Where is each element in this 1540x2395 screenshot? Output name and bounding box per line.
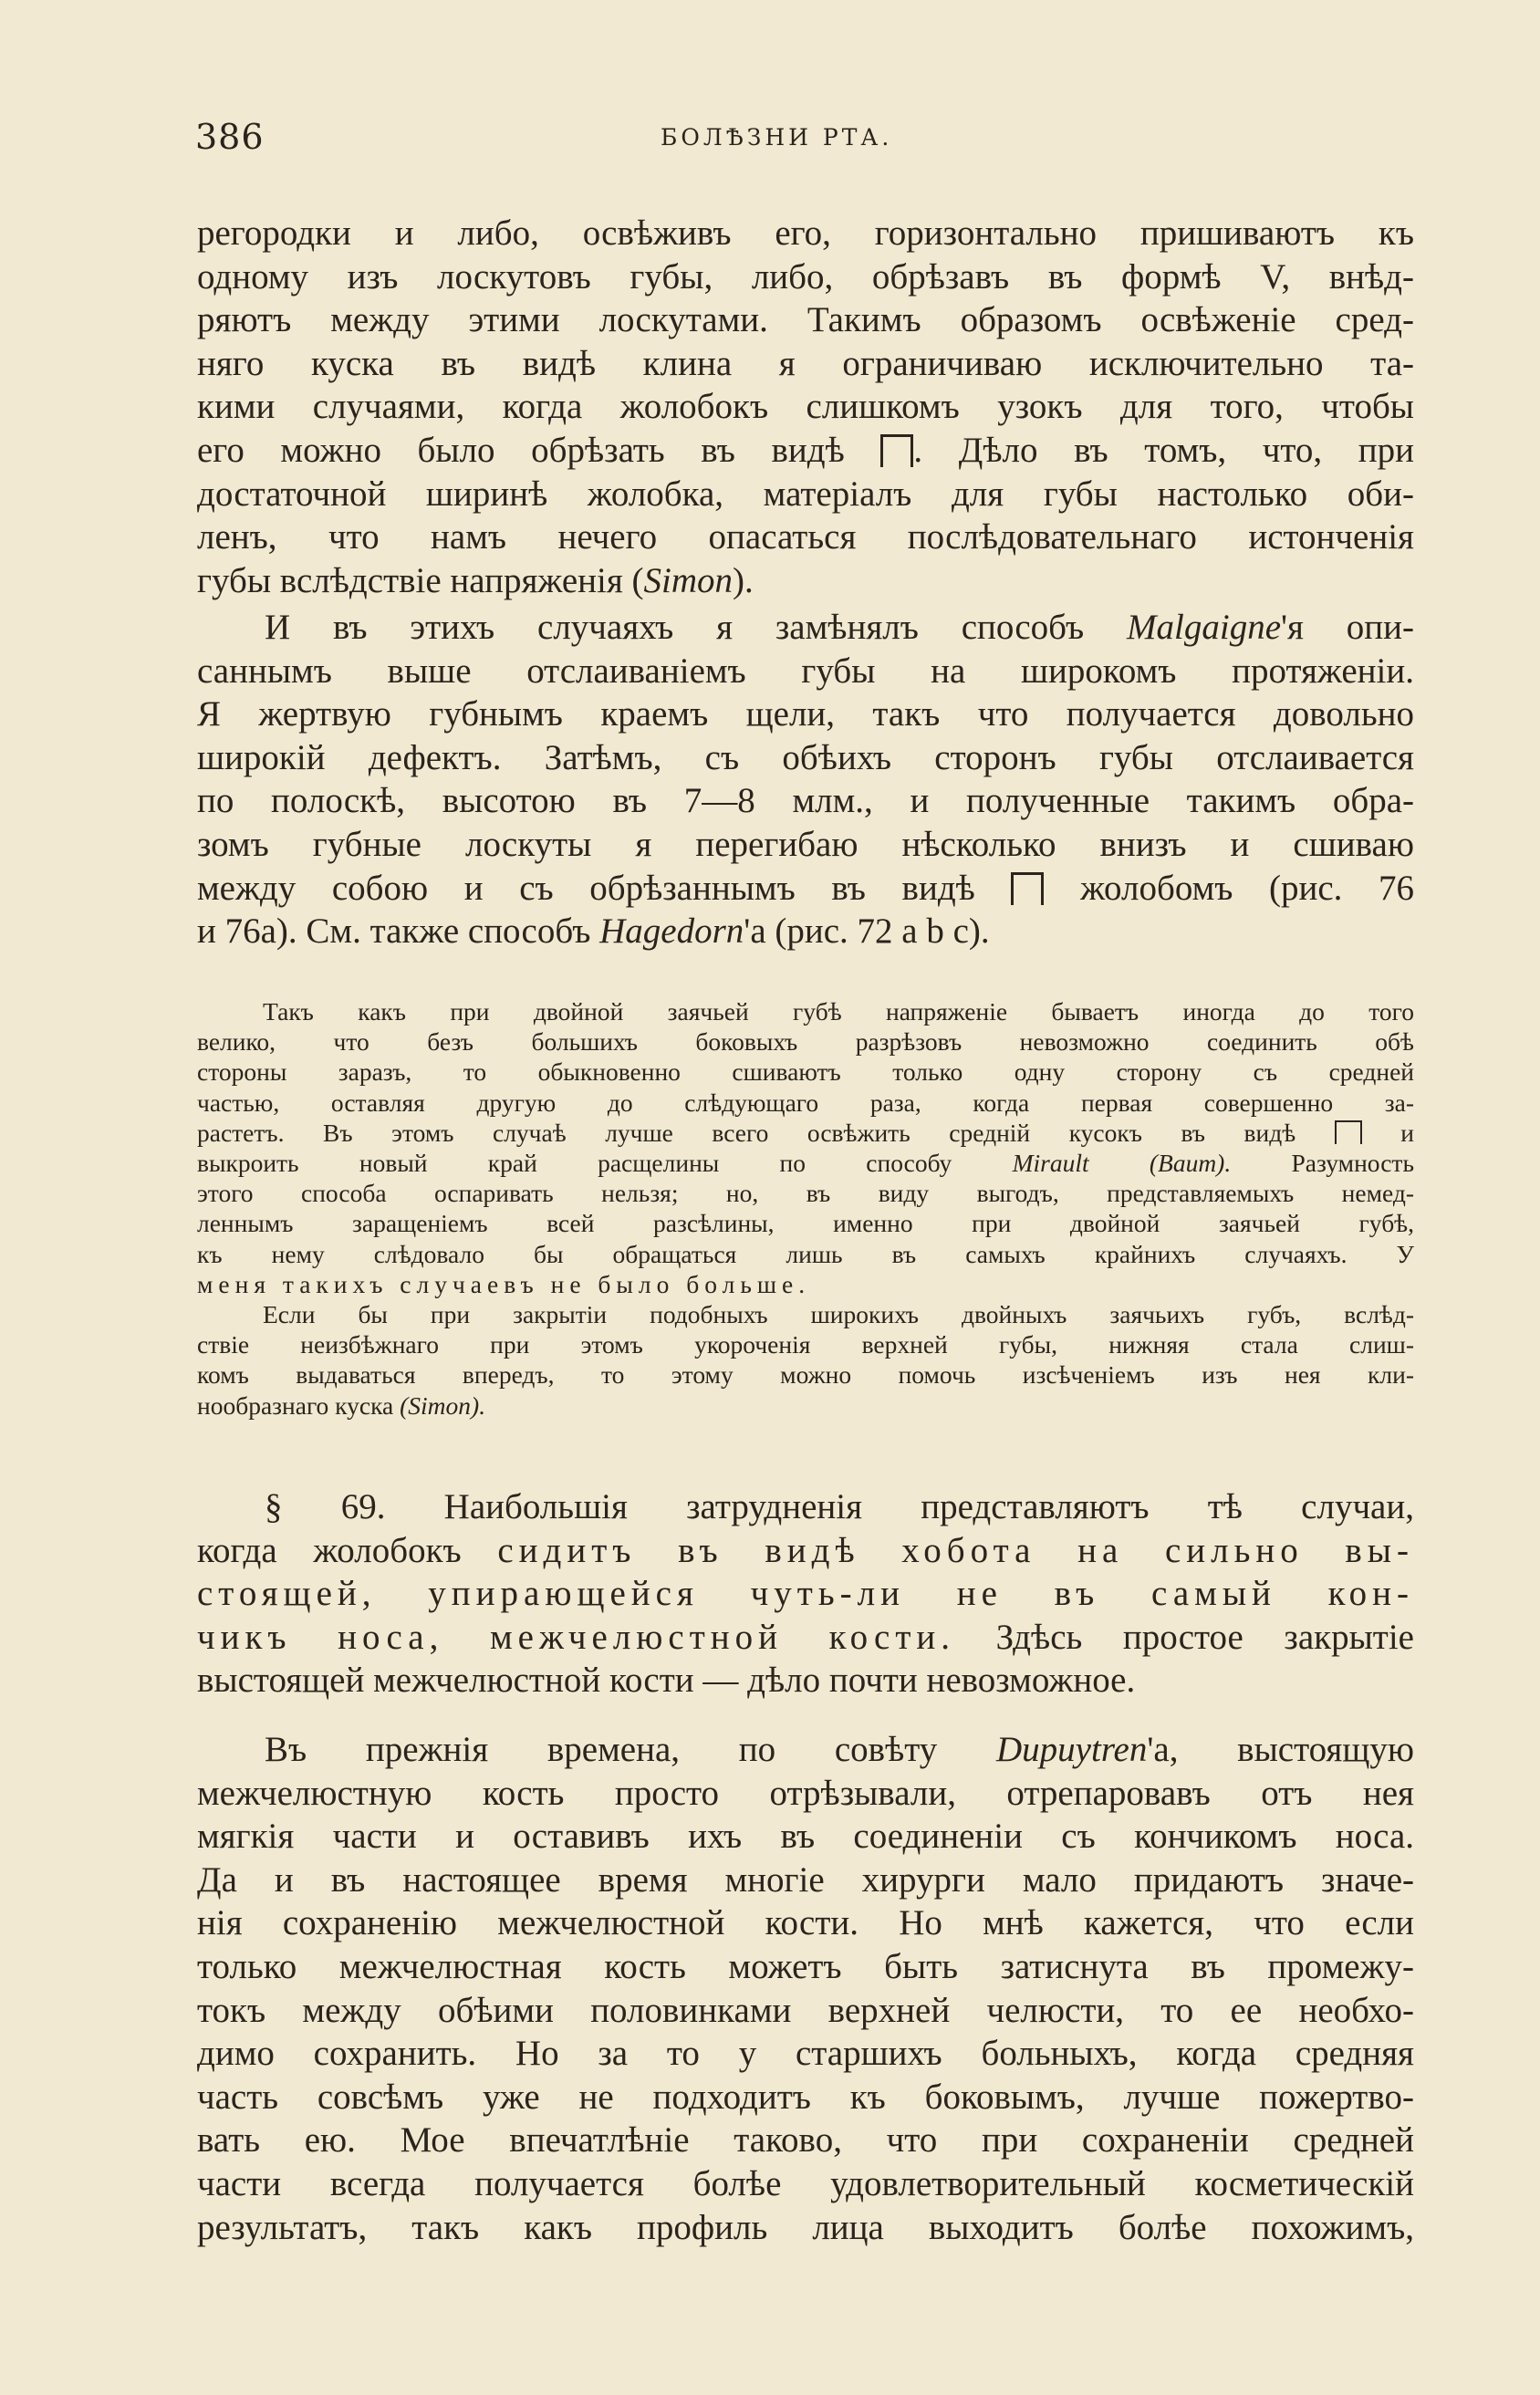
- paragraph-1: регородки и либо, освѣживъ его, горизонтально пришиваютъ къ одному изъ лоскутовъ губы, либо, обрѣзавъ въ формѣ V, внѣд- ряютъ между этими лоскутами. Такимъ образомъ освѣженіе сред- няго куска въ видѣ клина я ограничиваю исключительно та- кими случаями, когда жолобокъ слишкомъ узокъ для того, чтобы его можно было обрѣзать въ видѣ . Дѣло въ томъ, что, при достаточной ширинѣ жолобка, матеріалъ для губы настолько оби- ленъ, что намъ нечего опасаться послѣдовательнаго истонченія губы вслѣдствіе напряженія (Simon).: [197, 213, 1414, 600]
- paragraph-3: Въ прежнія времена, по совѣту Dupuytren'а, выстоящую межчелюстную кость просто отрѣзывали, отрепаровавъ отъ нея мягкія части и оставивъ ихъ въ соединеніи съ кончикомъ носа. Да и въ настоящее время многіе хирурги мало придаютъ значе- нія сохраненію межчелюстной кости. Но мнѣ кажется, что если только межчелюстная кость можетъ быть затиснута въ промежу- токъ между обѣими половинками верхней челюсти, то ее необхо- димо сохранить. Но за то у старшихъ больныхъ, когда средняя часть совсѣмъ уже не подходитъ къ боковымъ, лучше пожертво- вать ею. Мое впечатлѣніе таково, что при сохраненіи средней части всегда получается болѣе удовлетворительный косметическій результатъ, такъ какъ профиль лица выходитъ болѣе похожимъ,: [197, 1730, 1415, 2247]
- bracket-shape-icon: [880, 434, 913, 467]
- page-number: 386: [195, 117, 265, 157]
- bracket-shape-icon: [1335, 1120, 1362, 1144]
- section-69: § 69. Наибольшія затрудненія представляютъ тѣ случаи, когда жолобокъ сидитъ въ видѣ хобота на сильно вы- стоящей, упирающейся чуть-ли не въ самый кон- чикъ носа, межчелюстной кости. Здѣсь простое закрытіе выстоящей межчелюстной кости — дѣло почти невозможное.: [197, 1487, 1414, 1701]
- paragraph-2: И въ этихъ случаяхъ я замѣнялъ способъ Malgaigne'я опи- саннымъ выше отслаиваніемъ губы на широкомъ протяженіи. Я жертвую губнымъ краемъ щели, такъ что получается довольно широкій дефектъ. Затѣмъ, съ обѣихъ сторонъ губы отслаивается по полоскѣ, высотою въ 7—8 млм., и полученные такимъ обра- зомъ губные лоскуты я перегибаю нѣсколько внизъ и сшиваю между собою и съ обрѣзаннымъ въ видѣ жолобомъ (рис. 76 и 76а). См. также способъ Hagedorn'а (рис. 72 а b с).: [197, 608, 1415, 952]
- bracket-shape-icon: [1011, 872, 1044, 905]
- running-title: БОЛѢЗНИ РТА.: [661, 124, 893, 151]
- small-print-note: Такъ какъ при двойной заячьей губѣ напряженіе бываетъ иногда до того велико, что безъ большихъ боковыхъ разрѣзовъ невозможно соединить обѣ стороны заразъ, то обыкновенно сшиваютъ только одну сторону съ средней частью, оставляя другую до слѣдующаго раза, когда первая совершенно за- растетъ. Въ этомъ случаѣ лучше всего освѣжить средній кусокъ въ видѣ и выкроить новый край расщелины по способу Mirault (Baum). Разумность этого способа оспаривать нельзя; но, въ виду выгодъ, представляемыхъ немед- леннымъ заращеніемъ всей разсѣлины, именно при двойной заячьей губѣ, къ нему слѣдовало бы обращаться лишь въ самыхъ крайнихъ случаяхъ. У меня такихъ случаевъ не было больше. Если бы при закрытіи подобныхъ широкихъ двойныхъ заячьихъ губъ, вслѣд- ствіе неизбѣжнаго при этомъ укороченія верхней губы, нижняя стала слиш- комъ выдаваться впередъ, то этому можно помочь изсѣченіемъ изъ нея кли- нообразнаго куска (Simon).: [197, 997, 1414, 1420]
